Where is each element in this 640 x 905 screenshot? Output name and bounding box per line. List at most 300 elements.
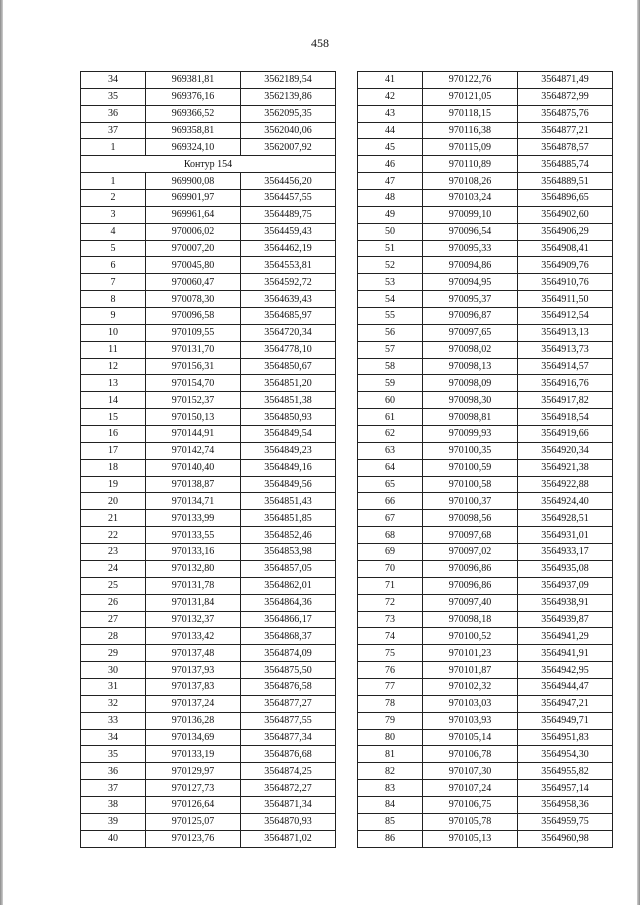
x-coordinate-cell: 970103,93 bbox=[423, 712, 518, 729]
point-number-cell: 36 bbox=[81, 763, 146, 780]
point-number-cell: 77 bbox=[358, 678, 423, 695]
x-coordinate-cell: 969381,81 bbox=[146, 72, 241, 89]
point-number-cell: 27 bbox=[81, 611, 146, 628]
x-coordinate-cell: 970131,78 bbox=[146, 577, 241, 594]
x-coordinate-cell: 970131,70 bbox=[146, 341, 241, 358]
point-number-cell: 58 bbox=[358, 358, 423, 375]
table-row bbox=[81, 223, 336, 240]
y-coordinate-cell: 3564862,01 bbox=[241, 577, 336, 594]
table-row bbox=[358, 274, 613, 291]
table-row bbox=[358, 156, 613, 173]
y-coordinate-cell: 3564849,54 bbox=[241, 426, 336, 443]
y-coordinate-cell: 3564851,38 bbox=[241, 392, 336, 409]
point-number-cell: 81 bbox=[358, 746, 423, 763]
y-coordinate-cell: 3564913,13 bbox=[518, 324, 613, 341]
table-row bbox=[358, 678, 613, 695]
x-coordinate-cell: 970132,37 bbox=[146, 611, 241, 628]
x-coordinate-cell: 970101,87 bbox=[423, 662, 518, 679]
x-coordinate-cell: 970101,23 bbox=[423, 645, 518, 662]
point-number-cell: 37 bbox=[81, 780, 146, 797]
table-row bbox=[358, 324, 613, 341]
table-row bbox=[358, 426, 613, 443]
table-row bbox=[358, 594, 613, 611]
x-coordinate-cell: 970098,09 bbox=[423, 375, 518, 392]
x-coordinate-cell: 970133,99 bbox=[146, 510, 241, 527]
y-coordinate-cell: 3564911,50 bbox=[518, 291, 613, 308]
point-number-cell: 75 bbox=[358, 645, 423, 662]
y-coordinate-cell: 3564935,08 bbox=[518, 560, 613, 577]
y-coordinate-cell: 3564849,56 bbox=[241, 476, 336, 493]
point-number-cell: 11 bbox=[81, 341, 146, 358]
x-coordinate-cell: 970122,76 bbox=[423, 72, 518, 89]
x-coordinate-cell: 970137,24 bbox=[146, 695, 241, 712]
table-row bbox=[358, 190, 613, 207]
y-coordinate-cell: 3564720,34 bbox=[241, 324, 336, 341]
x-coordinate-cell: 970127,73 bbox=[146, 780, 241, 797]
x-coordinate-cell: 970105,13 bbox=[423, 830, 518, 847]
point-number-cell: 14 bbox=[81, 392, 146, 409]
x-coordinate-cell: 970097,02 bbox=[423, 544, 518, 561]
table-row bbox=[81, 291, 336, 308]
point-number-cell: 40 bbox=[81, 830, 146, 847]
x-coordinate-cell: 970121,05 bbox=[423, 88, 518, 105]
x-coordinate-cell: 970095,37 bbox=[423, 291, 518, 308]
x-coordinate-cell: 970123,76 bbox=[146, 830, 241, 847]
y-coordinate-cell: 3564872,27 bbox=[241, 780, 336, 797]
y-coordinate-cell: 3564942,95 bbox=[518, 662, 613, 679]
x-coordinate-cell: 970136,28 bbox=[146, 712, 241, 729]
y-coordinate-cell: 3564910,76 bbox=[518, 274, 613, 291]
y-coordinate-cell: 3564870,93 bbox=[241, 813, 336, 830]
point-number-cell: 83 bbox=[358, 780, 423, 797]
table-row bbox=[81, 510, 336, 527]
point-number-cell: 5 bbox=[81, 240, 146, 257]
table-row bbox=[358, 544, 613, 561]
point-number-cell: 67 bbox=[358, 510, 423, 527]
table-row bbox=[81, 645, 336, 662]
x-coordinate-cell: 970109,55 bbox=[146, 324, 241, 341]
x-coordinate-cell: 970007,20 bbox=[146, 240, 241, 257]
x-coordinate-cell: 970100,35 bbox=[423, 442, 518, 459]
y-coordinate-cell: 3564902,60 bbox=[518, 206, 613, 223]
y-coordinate-cell: 3564918,54 bbox=[518, 409, 613, 426]
x-coordinate-cell: 969324,10 bbox=[146, 139, 241, 156]
y-coordinate-cell: 3564954,30 bbox=[518, 746, 613, 763]
x-coordinate-cell: 970144,91 bbox=[146, 426, 241, 443]
point-number-cell: 6 bbox=[81, 257, 146, 274]
x-coordinate-cell: 969366,52 bbox=[146, 105, 241, 122]
point-number-cell: 38 bbox=[81, 796, 146, 813]
table-row bbox=[81, 560, 336, 577]
x-coordinate-cell: 969901,97 bbox=[146, 190, 241, 207]
point-number-cell: 17 bbox=[81, 442, 146, 459]
table-row bbox=[81, 729, 336, 746]
y-coordinate-cell: 3564876,58 bbox=[241, 678, 336, 695]
table-row bbox=[81, 324, 336, 341]
x-coordinate-cell: 970115,09 bbox=[423, 139, 518, 156]
table-row bbox=[358, 577, 613, 594]
x-coordinate-cell: 970133,19 bbox=[146, 746, 241, 763]
point-number-cell: 4 bbox=[81, 223, 146, 240]
table-row bbox=[81, 611, 336, 628]
point-number-cell: 9 bbox=[81, 308, 146, 325]
point-number-cell: 20 bbox=[81, 493, 146, 510]
x-coordinate-cell: 970098,81 bbox=[423, 409, 518, 426]
y-coordinate-cell: 3564920,34 bbox=[518, 442, 613, 459]
point-number-cell: 54 bbox=[358, 291, 423, 308]
x-coordinate-cell: 969358,81 bbox=[146, 122, 241, 139]
y-coordinate-cell: 3564462,19 bbox=[241, 240, 336, 257]
point-number-cell: 28 bbox=[81, 628, 146, 645]
x-coordinate-cell: 970097,40 bbox=[423, 594, 518, 611]
point-number-cell: 3 bbox=[81, 206, 146, 223]
y-coordinate-cell: 3564850,67 bbox=[241, 358, 336, 375]
table-row bbox=[358, 139, 613, 156]
table-row bbox=[358, 780, 613, 797]
y-coordinate-cell: 3564885,74 bbox=[518, 156, 613, 173]
x-coordinate-cell: 970138,87 bbox=[146, 476, 241, 493]
y-coordinate-cell: 3564959,75 bbox=[518, 813, 613, 830]
table-row bbox=[81, 173, 336, 190]
table-row bbox=[81, 678, 336, 695]
point-number-cell: 25 bbox=[81, 577, 146, 594]
y-coordinate-cell: 3564874,09 bbox=[241, 645, 336, 662]
x-coordinate-cell: 970105,78 bbox=[423, 813, 518, 830]
table-row bbox=[358, 341, 613, 358]
table-row bbox=[81, 476, 336, 493]
y-coordinate-cell: 3564924,40 bbox=[518, 493, 613, 510]
table-row bbox=[358, 813, 613, 830]
y-coordinate-cell: 3564878,57 bbox=[518, 139, 613, 156]
point-number-cell: 35 bbox=[81, 88, 146, 105]
y-coordinate-cell: 3562189,54 bbox=[241, 72, 336, 89]
y-coordinate-cell: 3564875,50 bbox=[241, 662, 336, 679]
x-coordinate-cell: 970110,89 bbox=[423, 156, 518, 173]
point-number-cell: 62 bbox=[358, 426, 423, 443]
y-coordinate-cell: 3564937,09 bbox=[518, 577, 613, 594]
point-number-cell: 24 bbox=[81, 560, 146, 577]
table-row bbox=[81, 190, 336, 207]
point-number-cell: 52 bbox=[358, 257, 423, 274]
table-row bbox=[81, 830, 336, 847]
x-coordinate-cell: 970102,32 bbox=[423, 678, 518, 695]
x-coordinate-cell: 970100,58 bbox=[423, 476, 518, 493]
x-coordinate-cell: 970116,38 bbox=[423, 122, 518, 139]
table-row bbox=[358, 122, 613, 139]
x-coordinate-cell: 970096,86 bbox=[423, 560, 518, 577]
point-number-cell: 63 bbox=[358, 442, 423, 459]
table-row bbox=[358, 527, 613, 544]
y-coordinate-cell: 3564850,93 bbox=[241, 409, 336, 426]
x-coordinate-cell: 970100,59 bbox=[423, 459, 518, 476]
y-coordinate-cell: 3564877,34 bbox=[241, 729, 336, 746]
x-coordinate-cell: 970134,69 bbox=[146, 729, 241, 746]
point-number-cell: 37 bbox=[81, 122, 146, 139]
point-number-cell: 32 bbox=[81, 695, 146, 712]
x-coordinate-cell: 970060,47 bbox=[146, 274, 241, 291]
point-number-cell: 36 bbox=[81, 105, 146, 122]
point-number-cell: 65 bbox=[358, 476, 423, 493]
table-row bbox=[358, 88, 613, 105]
y-coordinate-cell: 3564955,82 bbox=[518, 763, 613, 780]
table-row bbox=[358, 442, 613, 459]
y-coordinate-cell: 3564866,17 bbox=[241, 611, 336, 628]
y-coordinate-cell: 3564921,38 bbox=[518, 459, 613, 476]
table-row bbox=[358, 746, 613, 763]
x-coordinate-cell: 970099,93 bbox=[423, 426, 518, 443]
y-coordinate-cell: 3564909,76 bbox=[518, 257, 613, 274]
point-number-cell: 33 bbox=[81, 712, 146, 729]
y-coordinate-cell: 3564941,29 bbox=[518, 628, 613, 645]
x-coordinate-cell: 970100,52 bbox=[423, 628, 518, 645]
x-coordinate-cell: 970140,40 bbox=[146, 459, 241, 476]
y-coordinate-cell: 3564868,37 bbox=[241, 628, 336, 645]
point-number-cell: 69 bbox=[358, 544, 423, 561]
point-number-cell: 22 bbox=[81, 527, 146, 544]
x-coordinate-cell: 970125,07 bbox=[146, 813, 241, 830]
x-coordinate-cell: 970045,80 bbox=[146, 257, 241, 274]
table-row bbox=[81, 274, 336, 291]
point-number-cell: 16 bbox=[81, 426, 146, 443]
table-row bbox=[358, 695, 613, 712]
table-row bbox=[81, 426, 336, 443]
table-row bbox=[358, 223, 613, 240]
point-number-cell: 44 bbox=[358, 122, 423, 139]
x-coordinate-cell: 970094,95 bbox=[423, 274, 518, 291]
y-coordinate-cell: 3564947,21 bbox=[518, 695, 613, 712]
table-row bbox=[358, 611, 613, 628]
table-row bbox=[358, 510, 613, 527]
coordinates-table-right bbox=[357, 71, 613, 848]
point-number-cell: 71 bbox=[358, 577, 423, 594]
table-row bbox=[81, 493, 336, 510]
x-coordinate-cell: 970106,78 bbox=[423, 746, 518, 763]
y-coordinate-cell: 3564851,20 bbox=[241, 375, 336, 392]
y-coordinate-cell: 3564851,85 bbox=[241, 510, 336, 527]
y-coordinate-cell: 3564917,82 bbox=[518, 392, 613, 409]
x-coordinate-cell: 970097,68 bbox=[423, 527, 518, 544]
y-coordinate-cell: 3564896,65 bbox=[518, 190, 613, 207]
point-number-cell: 85 bbox=[358, 813, 423, 830]
table-row bbox=[81, 375, 336, 392]
point-number-cell: 35 bbox=[81, 746, 146, 763]
table-row bbox=[81, 796, 336, 813]
x-coordinate-cell: 970098,56 bbox=[423, 510, 518, 527]
point-number-cell: 10 bbox=[81, 324, 146, 341]
y-coordinate-cell: 3564916,76 bbox=[518, 375, 613, 392]
table-row bbox=[358, 796, 613, 813]
x-coordinate-cell: 969900,08 bbox=[146, 173, 241, 190]
x-coordinate-cell: 970105,14 bbox=[423, 729, 518, 746]
point-number-cell: 45 bbox=[358, 139, 423, 156]
point-number-cell: 18 bbox=[81, 459, 146, 476]
table-row bbox=[81, 392, 336, 409]
point-number-cell: 60 bbox=[358, 392, 423, 409]
table-row bbox=[81, 341, 336, 358]
table-row bbox=[81, 594, 336, 611]
y-coordinate-cell: 3564939,87 bbox=[518, 611, 613, 628]
y-coordinate-cell: 3564931,01 bbox=[518, 527, 613, 544]
coordinates-table-left bbox=[80, 71, 336, 848]
y-coordinate-cell: 3562139,86 bbox=[241, 88, 336, 105]
point-number-cell: 72 bbox=[358, 594, 423, 611]
point-number-cell: 76 bbox=[358, 662, 423, 679]
point-number-cell: 26 bbox=[81, 594, 146, 611]
table-row bbox=[81, 72, 336, 89]
y-coordinate-cell: 3564849,23 bbox=[241, 442, 336, 459]
y-coordinate-cell: 3564877,55 bbox=[241, 712, 336, 729]
page-number: 458 bbox=[311, 36, 329, 50]
x-coordinate-cell: 970107,24 bbox=[423, 780, 518, 797]
y-coordinate-cell: 3564906,29 bbox=[518, 223, 613, 240]
table-row bbox=[81, 712, 336, 729]
table-row bbox=[81, 88, 336, 105]
y-coordinate-cell: 3564778,10 bbox=[241, 341, 336, 358]
y-coordinate-cell: 3564919,66 bbox=[518, 426, 613, 443]
point-number-cell: 46 bbox=[358, 156, 423, 173]
table-row bbox=[81, 409, 336, 426]
point-number-cell: 8 bbox=[81, 291, 146, 308]
table-row bbox=[358, 409, 613, 426]
table-row bbox=[81, 813, 336, 830]
table-row bbox=[81, 206, 336, 223]
point-number-cell: 19 bbox=[81, 476, 146, 493]
point-number-cell: 1 bbox=[81, 173, 146, 190]
x-coordinate-cell: 970006,02 bbox=[146, 223, 241, 240]
y-coordinate-cell: 3564639,43 bbox=[241, 291, 336, 308]
y-coordinate-cell: 3564874,25 bbox=[241, 763, 336, 780]
y-coordinate-cell: 3564685,97 bbox=[241, 308, 336, 325]
point-number-cell: 34 bbox=[81, 729, 146, 746]
point-number-cell: 79 bbox=[358, 712, 423, 729]
point-number-cell: 31 bbox=[81, 678, 146, 695]
y-coordinate-cell: 3564849,16 bbox=[241, 459, 336, 476]
x-coordinate-cell: 970098,18 bbox=[423, 611, 518, 628]
y-coordinate-cell: 3564908,41 bbox=[518, 240, 613, 257]
point-number-cell: 84 bbox=[358, 796, 423, 813]
x-coordinate-cell: 970131,84 bbox=[146, 594, 241, 611]
y-coordinate-cell: 3564913,73 bbox=[518, 341, 613, 358]
table-row bbox=[358, 645, 613, 662]
x-coordinate-cell: 970137,83 bbox=[146, 678, 241, 695]
x-coordinate-cell: 969376,16 bbox=[146, 88, 241, 105]
x-coordinate-cell: 970137,48 bbox=[146, 645, 241, 662]
x-coordinate-cell: 970133,55 bbox=[146, 527, 241, 544]
y-coordinate-cell: 3564938,91 bbox=[518, 594, 613, 611]
x-coordinate-cell: 970150,13 bbox=[146, 409, 241, 426]
y-coordinate-cell: 3564457,55 bbox=[241, 190, 336, 207]
table-row bbox=[358, 72, 613, 89]
x-coordinate-cell: 970107,30 bbox=[423, 763, 518, 780]
point-number-cell: 86 bbox=[358, 830, 423, 847]
point-number-cell: 64 bbox=[358, 459, 423, 476]
point-number-cell: 59 bbox=[358, 375, 423, 392]
table-row bbox=[358, 763, 613, 780]
y-coordinate-cell: 3564872,99 bbox=[518, 88, 613, 105]
table-row bbox=[81, 442, 336, 459]
y-coordinate-cell: 3564864,36 bbox=[241, 594, 336, 611]
table-row bbox=[358, 459, 613, 476]
x-coordinate-cell: 970156,31 bbox=[146, 358, 241, 375]
y-coordinate-cell: 3564871,49 bbox=[518, 72, 613, 89]
table-row bbox=[81, 240, 336, 257]
table-row bbox=[358, 105, 613, 122]
x-coordinate-cell: 970132,80 bbox=[146, 560, 241, 577]
table-row bbox=[81, 662, 336, 679]
point-number-cell: 15 bbox=[81, 409, 146, 426]
table-row bbox=[81, 695, 336, 712]
y-coordinate-cell: 3564456,20 bbox=[241, 173, 336, 190]
table-row bbox=[358, 560, 613, 577]
table-row bbox=[81, 257, 336, 274]
point-number-cell: 53 bbox=[358, 274, 423, 291]
table-row bbox=[81, 780, 336, 797]
point-number-cell: 39 bbox=[81, 813, 146, 830]
table-row bbox=[81, 105, 336, 122]
y-coordinate-cell: 3564960,98 bbox=[518, 830, 613, 847]
point-number-cell: 66 bbox=[358, 493, 423, 510]
x-coordinate-cell: 970078,30 bbox=[146, 291, 241, 308]
point-number-cell: 34 bbox=[81, 72, 146, 89]
table-row bbox=[81, 628, 336, 645]
y-coordinate-cell: 3564949,71 bbox=[518, 712, 613, 729]
x-coordinate-cell: 970094,86 bbox=[423, 257, 518, 274]
section-row bbox=[81, 156, 336, 173]
point-number-cell: 2 bbox=[81, 190, 146, 207]
y-coordinate-cell: 3562007,92 bbox=[241, 139, 336, 156]
table-row bbox=[358, 476, 613, 493]
table-row bbox=[81, 763, 336, 780]
scan-edge-left bbox=[0, 0, 3, 905]
table-row bbox=[358, 358, 613, 375]
point-number-cell: 12 bbox=[81, 358, 146, 375]
point-number-cell: 68 bbox=[358, 527, 423, 544]
table-row bbox=[358, 291, 613, 308]
y-coordinate-cell: 3564877,27 bbox=[241, 695, 336, 712]
table-row bbox=[358, 173, 613, 190]
point-number-cell: 50 bbox=[358, 223, 423, 240]
point-number-cell: 49 bbox=[358, 206, 423, 223]
table-row bbox=[358, 206, 613, 223]
y-coordinate-cell: 3564592,72 bbox=[241, 274, 336, 291]
x-coordinate-cell: 970126,64 bbox=[146, 796, 241, 813]
table-row bbox=[81, 527, 336, 544]
x-coordinate-cell: 970099,10 bbox=[423, 206, 518, 223]
y-coordinate-cell: 3564553,81 bbox=[241, 257, 336, 274]
table-row bbox=[81, 459, 336, 476]
x-coordinate-cell: 970103,03 bbox=[423, 695, 518, 712]
x-coordinate-cell: 970154,70 bbox=[146, 375, 241, 392]
point-number-cell: 13 bbox=[81, 375, 146, 392]
x-coordinate-cell: 970096,86 bbox=[423, 577, 518, 594]
y-coordinate-cell: 3564459,43 bbox=[241, 223, 336, 240]
point-number-cell: 61 bbox=[358, 409, 423, 426]
y-coordinate-cell: 3564941,91 bbox=[518, 645, 613, 662]
x-coordinate-cell: 970133,42 bbox=[146, 628, 241, 645]
table-row bbox=[358, 308, 613, 325]
point-number-cell: 56 bbox=[358, 324, 423, 341]
x-coordinate-cell: 970108,26 bbox=[423, 173, 518, 190]
x-coordinate-cell: 970103,24 bbox=[423, 190, 518, 207]
table-row bbox=[358, 240, 613, 257]
y-coordinate-cell: 3564958,36 bbox=[518, 796, 613, 813]
table-row bbox=[358, 392, 613, 409]
x-coordinate-cell: 970142,74 bbox=[146, 442, 241, 459]
x-coordinate-cell: 970097,65 bbox=[423, 324, 518, 341]
point-number-cell: 1 bbox=[81, 139, 146, 156]
y-coordinate-cell: 3564853,98 bbox=[241, 544, 336, 561]
point-number-cell: 7 bbox=[81, 274, 146, 291]
